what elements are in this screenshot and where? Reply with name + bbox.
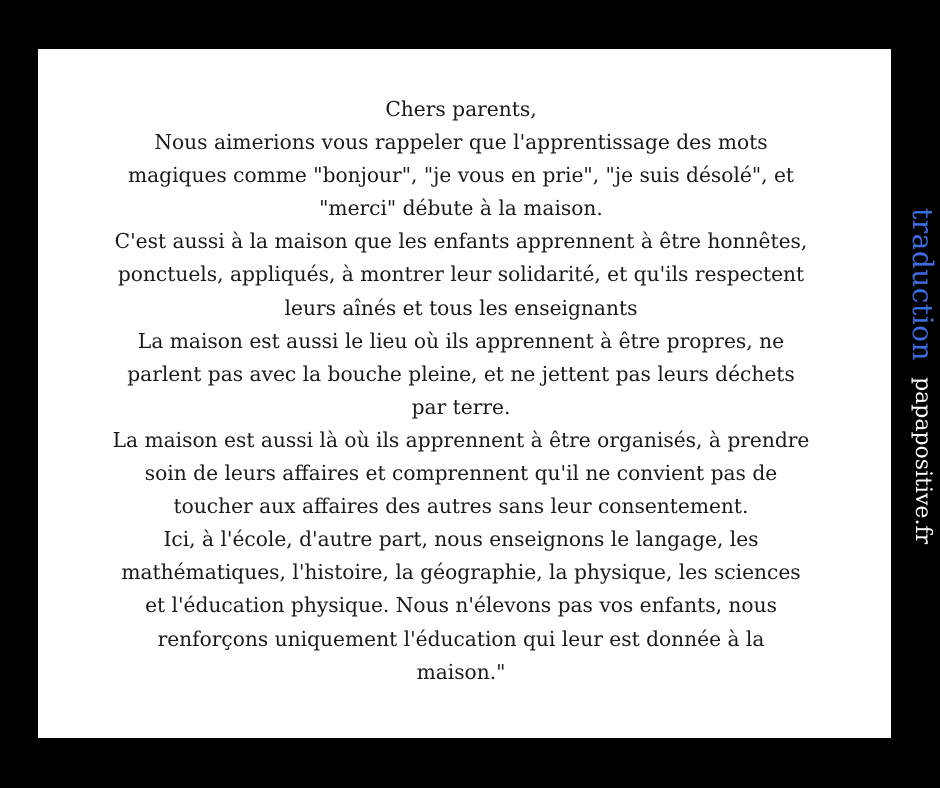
letter-line: maison." <box>416 659 506 684</box>
letter-line: ponctuels, appliqués, à montrer leur solidarité, et qu'ils respectent <box>117 262 805 287</box>
letter-line: par terre. <box>411 394 511 419</box>
letter-line: La maison est aussi le lieu où ils apprennent à être propres, ne <box>137 328 785 353</box>
letter-line: magiques comme "bonjour", "je vous en prie", "je suis désolé", et <box>127 163 795 188</box>
translation-label: traduction <box>906 208 939 362</box>
side-caption-rotated <box>906 208 939 544</box>
letter-line: Nous aimerions vous rappeler que l'apprentissage des mots <box>154 130 768 155</box>
letter-line: Chers parents, <box>385 97 537 121</box>
website-label: papapositive.fr <box>910 377 935 545</box>
side-caption <box>895 208 940 588</box>
letter-line: et l'éducation physique. Nous n'élevons pas vos enfants, nous <box>145 593 777 618</box>
letter-line: toucher aux affaires des autres sans leur consentement. <box>173 494 749 519</box>
letter-line: soin de leurs affaires et comprennent qu'il ne convient pas de <box>144 461 778 486</box>
letter-line: parlent pas avec la bouche pleine, et ne jettent pas leurs déchets <box>127 361 795 386</box>
letter-line: "merci" débute à la maison. <box>319 196 603 221</box>
letter-text <box>38 93 884 689</box>
letter-line: Ici, à l'école, d'autre part, nous enseignons le langage, les <box>163 527 759 552</box>
letter-line: leurs aînés et tous les enseignants <box>284 295 638 320</box>
letter-line: renforçons uniquement l'éducation qui leur est donnée à la <box>157 626 765 651</box>
letter-line: C'est aussi à la maison que les enfants apprennent à être honnêtes, <box>114 229 808 254</box>
letter-line: La maison est aussi là où ils apprennent à être organisés, à prendre <box>112 427 810 452</box>
letter-line: mathématiques, l'histoire, la géographie, la physique, les sciences <box>121 560 801 585</box>
